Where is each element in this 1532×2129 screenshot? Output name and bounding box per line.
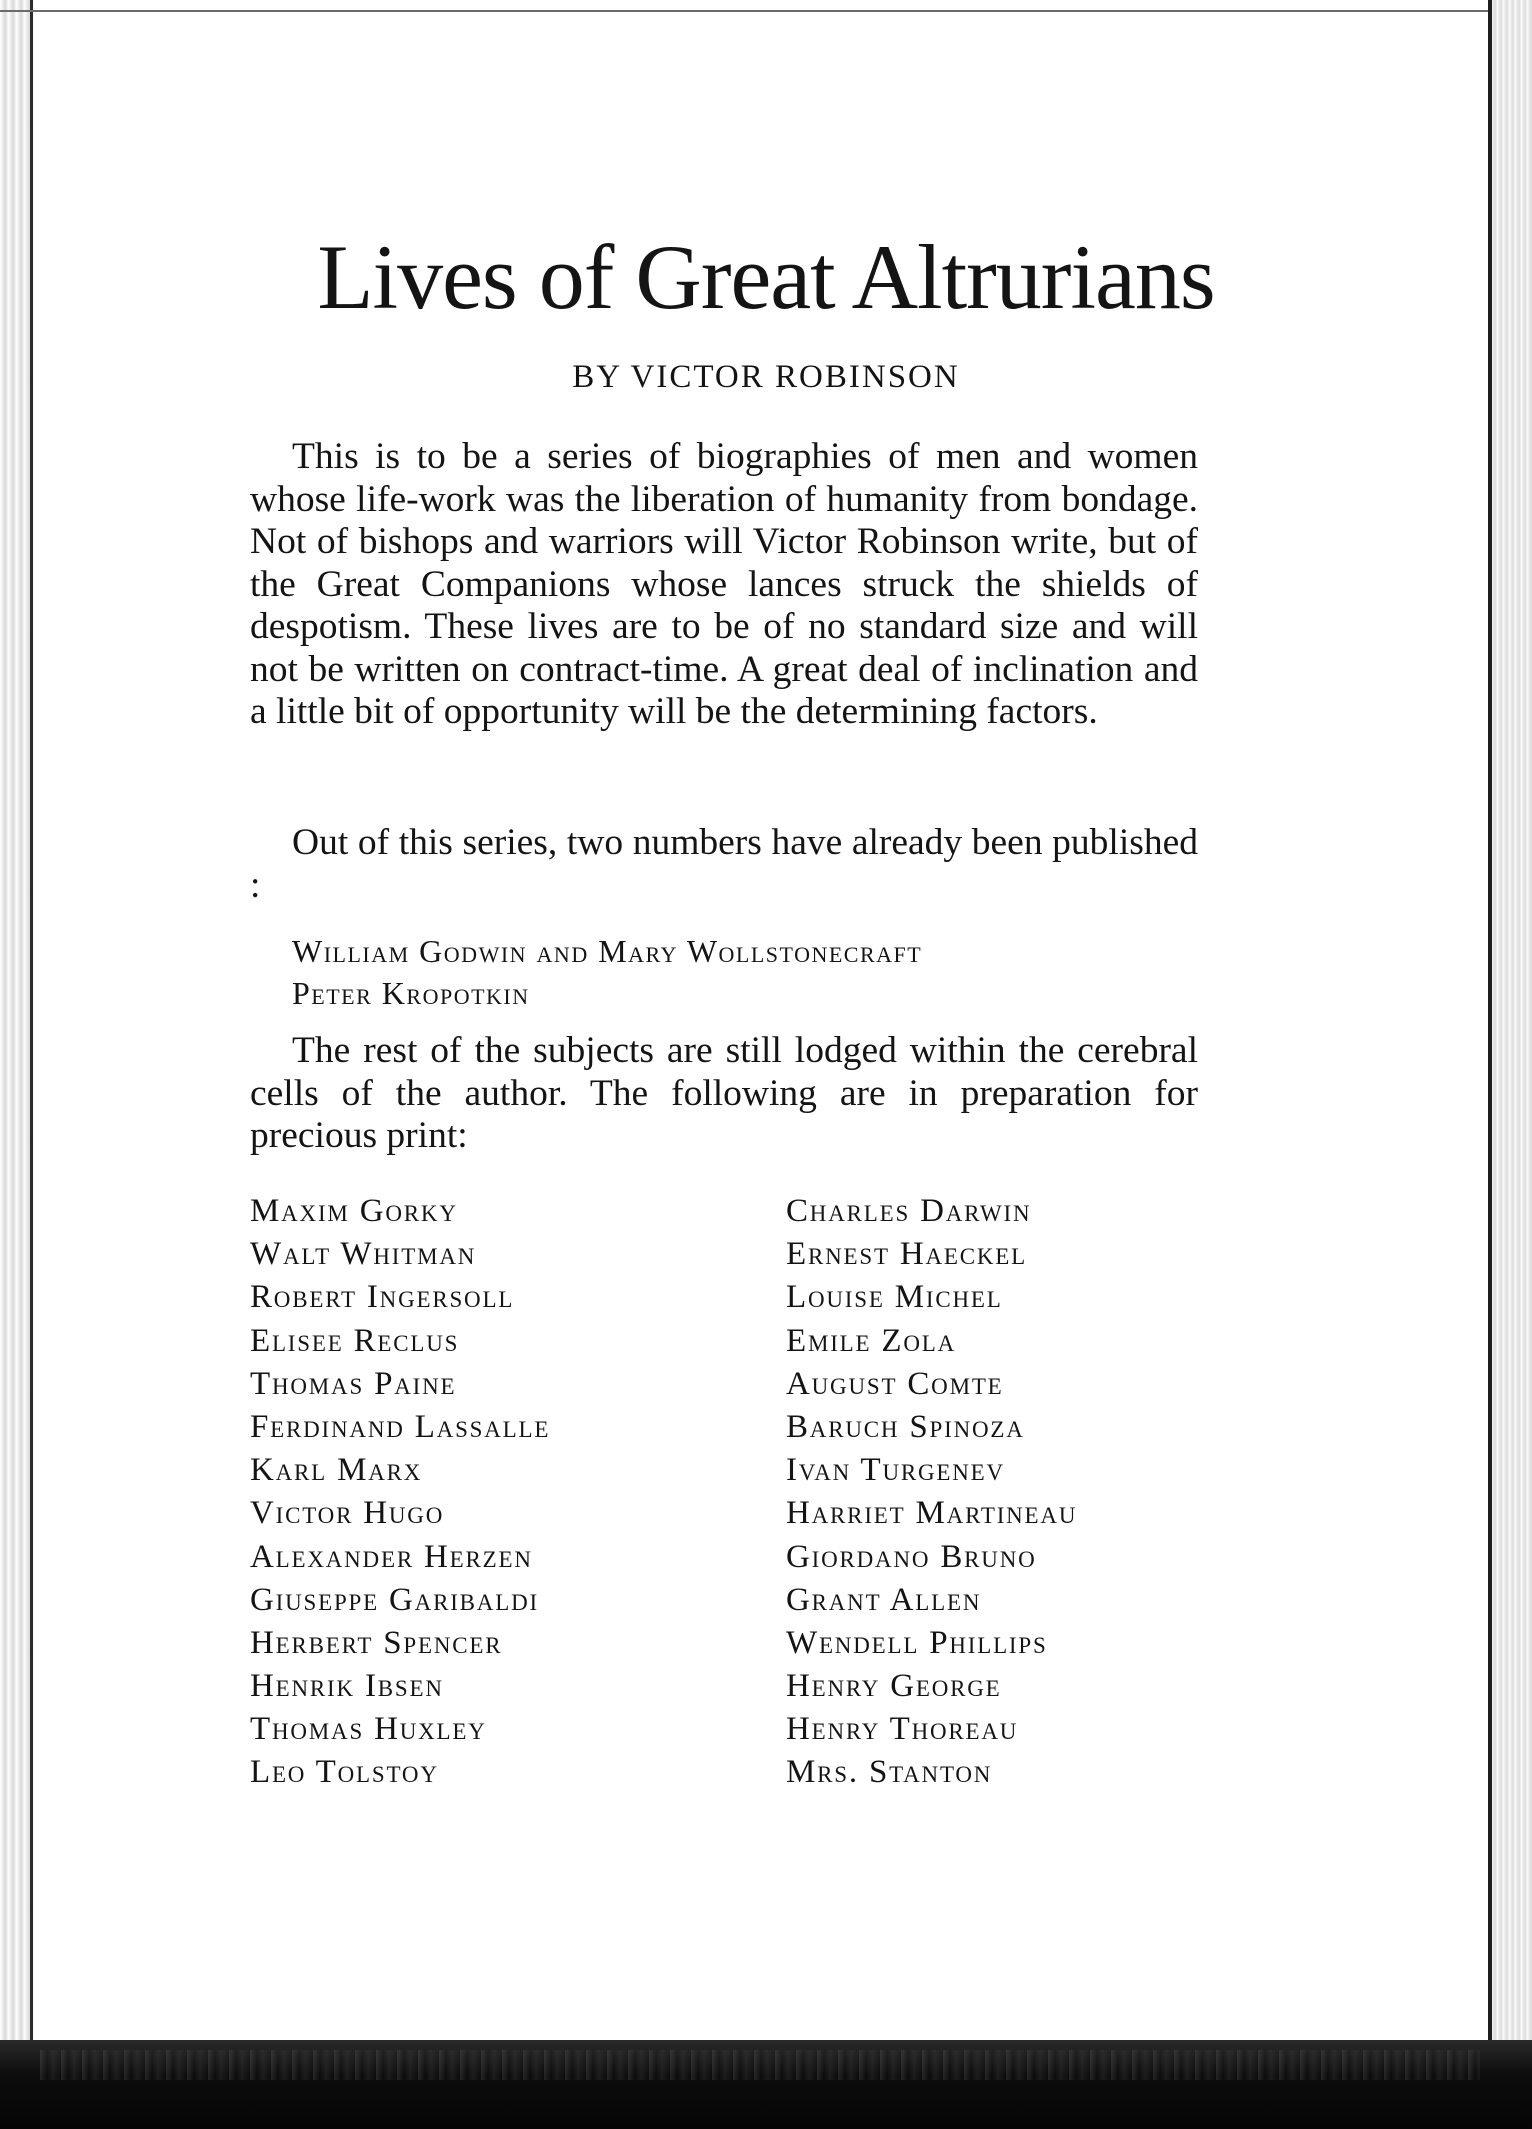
subject-name: Maxim Gorky bbox=[250, 1193, 458, 1229]
subject-name: Charles Darwin bbox=[786, 1193, 1032, 1229]
subject-name: Robert Ingersoll bbox=[250, 1279, 515, 1316]
subject-name: Ernest Haeckel bbox=[786, 1236, 1027, 1273]
subject-name: Emile Zola bbox=[786, 1322, 957, 1359]
subject-name: Victor Hugo bbox=[250, 1495, 445, 1532]
preparation-list-left bbox=[250, 1190, 550, 1795]
published-title: William Godwin and Mary Wollstonecraft bbox=[292, 933, 923, 969]
subject-name: Alexander Herzen bbox=[250, 1538, 533, 1575]
subject-name: Mrs. Stanton bbox=[786, 1754, 993, 1791]
page-title: Lives of Great Altrurians bbox=[317, 226, 1215, 328]
subject-name: Harriet Martineau bbox=[786, 1495, 1078, 1532]
subject-name: August Comte bbox=[786, 1365, 1004, 1402]
subject-name: Karl Marx bbox=[250, 1452, 423, 1489]
bottom-scan-speckle bbox=[40, 2050, 1480, 2080]
subject-name: Elisee Reclus bbox=[250, 1322, 460, 1359]
subject-name: Walt Whitman bbox=[250, 1236, 477, 1273]
subject-name: Ivan Turgenev bbox=[786, 1452, 1005, 1489]
subject-name: Herbert Spencer bbox=[250, 1624, 503, 1661]
subject-name: Giuseppe Garibaldi bbox=[250, 1581, 539, 1618]
intro-paragraph: This is to be a series of biographies of men and women whose life-work was the liberation of humanity from bondage. Not of bishops and warriors will Victor Robinson write, but of the Great Companions whose lances struck the shields of despotism. These lives are to be of no standard size and will not be written on contract-time. A great deal of inclination and a little bit of opportunity will be the determining factors. bbox=[250, 436, 1198, 732]
subject-name: Thomas Huxley bbox=[250, 1711, 487, 1748]
subject-name: Henrik Ibsen bbox=[250, 1668, 444, 1705]
published-lead-paragraph: Out of this series, two numbers have already been published : bbox=[250, 822, 1198, 906]
subject-name: Leo Tolstoy bbox=[250, 1754, 439, 1791]
subject-name: Grant Allen bbox=[786, 1581, 982, 1618]
author-byline: BY VICTOR ROBINSON bbox=[572, 359, 960, 395]
subject-name: Henry Thoreau bbox=[786, 1711, 1019, 1748]
top-edge-rule bbox=[0, 10, 1500, 12]
preparation-list-right bbox=[786, 1190, 1077, 1795]
published-titles-list bbox=[292, 930, 1212, 1014]
subject-name: Henry George bbox=[786, 1668, 1002, 1705]
rest-paragraph: The rest of the subjects are still lodged within the cerebral cells of the author. The following are in preparation for precious print: bbox=[250, 1030, 1198, 1156]
subject-name: Ferdinand Lassalle bbox=[250, 1408, 551, 1445]
published-title: Peter Kropotkin bbox=[292, 975, 530, 1011]
subject-name: Giordano Bruno bbox=[786, 1538, 1037, 1575]
subject-name: Louise Michel bbox=[786, 1279, 1003, 1316]
subject-name: Thomas Paine bbox=[250, 1365, 457, 1402]
subject-name: Wendell Phillips bbox=[786, 1624, 1048, 1661]
subject-name: Baruch Spinoza bbox=[786, 1408, 1025, 1445]
